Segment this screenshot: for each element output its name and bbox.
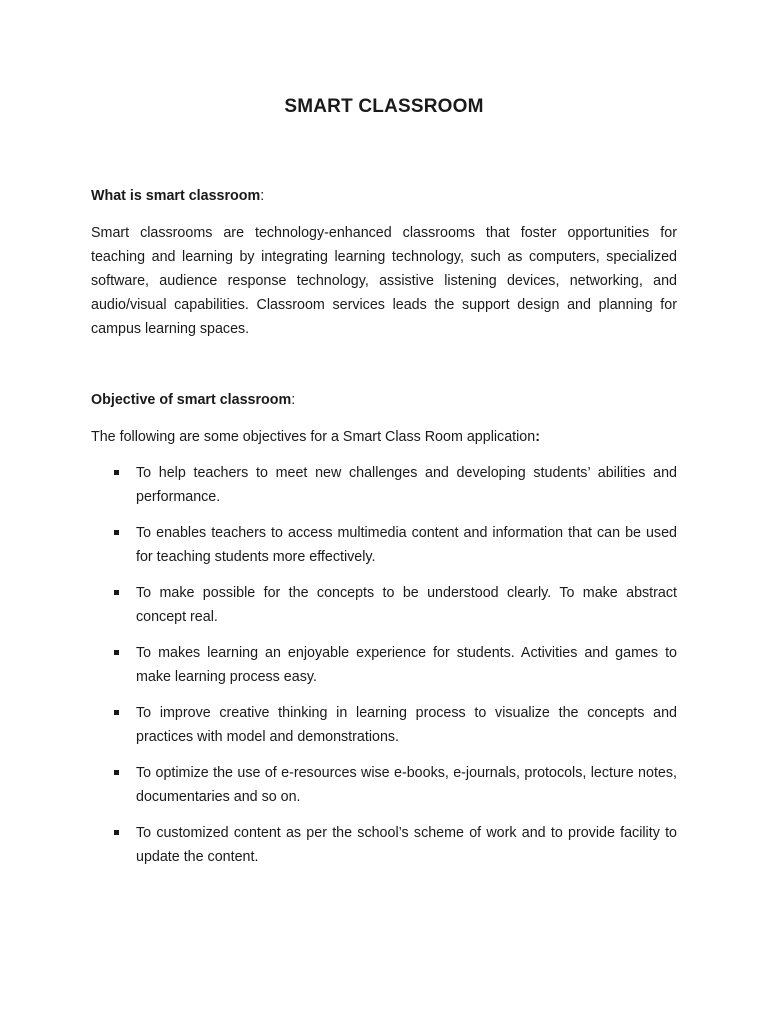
document-title: SMART CLASSROOM <box>284 96 484 117</box>
square-bullet-icon <box>114 830 119 835</box>
objectives-intro-text: The following are some objectives for a Smart Class Room application <box>91 429 536 445</box>
list-item <box>91 581 677 629</box>
list-item <box>91 461 677 509</box>
list-item-text: To make possible for the concepts to be understood clearly. To make abstract concept real. <box>136 585 677 625</box>
list-item <box>91 701 677 749</box>
objectives-intro-colon: : <box>535 429 540 445</box>
list-item-text: To improve creative thinking in learning process to visualize the concepts and practices with model and demonstrations. <box>136 705 677 745</box>
square-bullet-icon <box>114 710 119 715</box>
square-bullet-icon <box>114 530 119 535</box>
square-bullet-icon <box>114 770 119 775</box>
objectives-intro <box>91 425 677 449</box>
list-item <box>91 821 677 869</box>
section-heading-colon: : <box>291 392 296 408</box>
list-item <box>91 521 677 569</box>
square-bullet-icon <box>114 590 119 595</box>
section-heading-what-is <box>91 184 677 208</box>
section-heading-colon: : <box>260 188 265 204</box>
list-item-text: To makes learning an enjoyable experience for students. Activities and games to make learning process easy. <box>136 645 677 685</box>
list-item-text: To enables teachers to access multimedia content and information that can be used for teaching students more effectively. <box>136 525 677 565</box>
list-item-text: To help teachers to meet new challenges and developing students’ abilities and performance. <box>136 465 677 505</box>
square-bullet-icon <box>114 470 119 475</box>
list-item <box>91 641 677 689</box>
section-heading-objective <box>91 388 677 412</box>
section-heading-text: Objective of smart classroom <box>91 392 292 408</box>
section-heading-text: What is smart classroom <box>91 188 261 204</box>
document-body <box>91 184 677 881</box>
square-bullet-icon <box>114 650 119 655</box>
list-item-text: To optimize the use of e-resources wise e-books, e-journals, protocols, lecture notes, documentaries and so on. <box>136 765 677 805</box>
definition-paragraph: Smart classrooms are technology-enhanced classrooms that foster opportunities for teaching and learning by integrating learning technology, such as computers, specialized software, audience response technology, assistive listening devices, networking, and audio/visual capabilities. Classroom services leads the support design and planning for campus learning spaces. <box>91 225 677 337</box>
list-item-text: To customized content as per the school’s scheme of work and to provide facility to update the content. <box>136 825 677 865</box>
list-item <box>91 761 677 809</box>
objectives-list <box>91 461 677 869</box>
